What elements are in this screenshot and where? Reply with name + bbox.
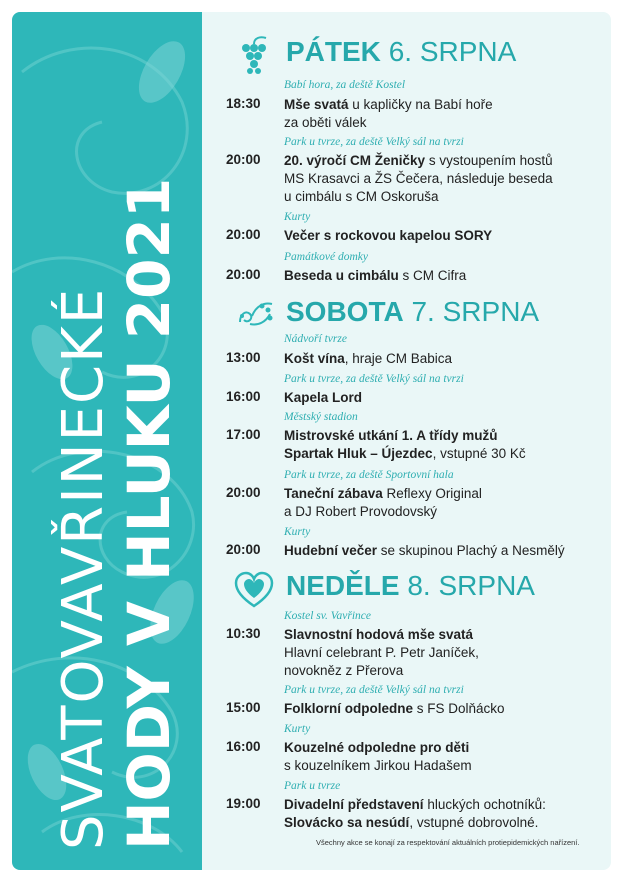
day-name: PÁTEK xyxy=(286,36,381,67)
poster-card xyxy=(12,12,611,870)
event-time: 10:30 xyxy=(226,626,261,641)
event-title: Kouzelné odpoledne pro děti xyxy=(284,740,470,755)
venue: Kurty xyxy=(284,526,311,538)
event-line-2-title: Slovácko sa nesúdí xyxy=(284,815,410,830)
day-date: 7. SRPNA xyxy=(411,296,540,327)
event-desc xyxy=(284,700,609,718)
grapes-icon xyxy=(232,34,276,78)
title-line-2: HODY V HLUKU 2021 xyxy=(115,177,183,850)
event-desc xyxy=(284,227,609,245)
day-title-sunday xyxy=(286,570,535,602)
event-title: Beseda u cimbálu xyxy=(284,268,399,283)
event-line-3: novokněz z Přerova xyxy=(284,663,404,678)
venue: Kurty xyxy=(284,211,311,223)
venue: Kostel sv. Vavřince xyxy=(284,610,371,622)
event-desc xyxy=(284,152,609,206)
event-line-2: , vstupné dobrovolné. xyxy=(409,815,539,830)
event-time: 16:00 xyxy=(226,739,261,754)
venue: Nádvoří tvrze xyxy=(284,333,347,345)
event-desc xyxy=(284,389,609,407)
event-time: 20:00 xyxy=(226,227,261,242)
heart-icon xyxy=(232,568,276,612)
event-text: se skupinou Plachý a Nesmělý xyxy=(377,543,565,558)
event-time: 20:00 xyxy=(226,485,261,500)
day-name: NEDĚLE xyxy=(286,570,400,601)
event-time: 20:00 xyxy=(226,542,261,557)
event-text: , hraje CM Babica xyxy=(344,351,453,366)
venue: Park u tvrze, za deště Velký sál na tvrzi xyxy=(284,373,464,385)
event-desc xyxy=(284,485,609,521)
title-line-1: SVATOVAVŘINECKÉ xyxy=(51,286,116,850)
event-line-2: s kouzelníkem Jirkou Hadašem xyxy=(284,758,472,773)
venue: Městský stadion xyxy=(284,411,358,423)
event-title: Hudební večer xyxy=(284,543,378,558)
rotated-title xyxy=(52,30,192,850)
program-content xyxy=(212,12,611,870)
event-line-2: Hlavní celebrant P. Petr Janíček, xyxy=(284,645,479,660)
venue: Park u tvrze xyxy=(284,780,341,792)
event-text: s CM Cifra xyxy=(398,268,467,283)
event-text: s vystoupením hostů xyxy=(425,153,553,168)
event-title: Kapela Lord xyxy=(284,390,363,405)
event-desc xyxy=(284,796,609,832)
event-desc xyxy=(284,350,609,368)
event-text: hluckých ochotníků: xyxy=(423,797,546,812)
event-title: Slavnostní hodová mše svatá xyxy=(284,627,474,642)
event-time: 17:00 xyxy=(226,427,261,442)
event-desc xyxy=(284,267,609,285)
venue: Park u tvrze, za deště Velký sál na tvrzi xyxy=(284,684,464,696)
footnote: Všechny akce se konají za respektování aktuálních protiepidemických nařízení. xyxy=(316,838,580,847)
event-title: Taneční zábava xyxy=(284,486,383,501)
day-name: SOBOTA xyxy=(286,296,404,327)
event-line-3: u cimbálu s CM Oskoruša xyxy=(284,189,439,204)
event-desc xyxy=(284,96,609,132)
event-title: Mistrovské utkání 1. A třídy mužů xyxy=(284,428,498,443)
event-desc xyxy=(284,542,609,560)
day-title-saturday xyxy=(286,296,539,328)
event-time: 18:30 xyxy=(226,96,261,111)
venue: Památkové domky xyxy=(284,251,368,263)
day-title-friday xyxy=(286,36,516,68)
event-time: 15:00 xyxy=(226,700,261,715)
venue: Park u tvrze, za deště Velký sál na tvrzi xyxy=(284,136,464,148)
venue: Park u tvrze, za deště Sportovní hala xyxy=(284,469,454,481)
event-time: 13:00 xyxy=(226,350,261,365)
venue: Kurty xyxy=(284,723,311,735)
event-line-2-title: Spartak Hluk – Újezdec xyxy=(284,446,433,461)
event-title: Košt vína xyxy=(284,351,345,366)
event-time: 16:00 xyxy=(226,389,261,404)
event-time: 20:00 xyxy=(226,152,261,167)
event-time: 20:00 xyxy=(226,267,261,282)
event-time: 19:00 xyxy=(226,796,261,811)
day-date: 8. SRPNA xyxy=(407,570,535,601)
event-line-2: a DJ Robert Provodovský xyxy=(284,504,438,519)
venue: Babí hora, za deště Kostel xyxy=(284,79,406,91)
event-title: Divadelní představení xyxy=(284,797,424,812)
event-title: Mše svatá xyxy=(284,97,349,112)
title-band xyxy=(12,12,202,870)
event-title: Folklorní odpoledne xyxy=(284,701,413,716)
day-date: 6. SRPNA xyxy=(388,36,517,67)
event-line-2: MS Krasavci a ŽS Čečera, následuje beseda xyxy=(284,171,553,186)
event-desc xyxy=(284,427,609,463)
peacock-icon xyxy=(232,294,276,338)
event-desc xyxy=(284,739,609,775)
event-line-2: , vstupné 30 Kč xyxy=(432,446,526,461)
event-title: 20. výročí CM Ženičky xyxy=(284,153,426,168)
event-text: u kapličky na Babí hoře xyxy=(348,97,493,112)
event-text: s FS Dolňácko xyxy=(413,701,505,716)
event-line-2: za oběti válek xyxy=(284,115,367,130)
event-desc xyxy=(284,626,609,680)
event-text: Reflexy Original xyxy=(382,486,482,501)
event-title: Večer s rockovou kapelou SORY xyxy=(284,228,493,243)
